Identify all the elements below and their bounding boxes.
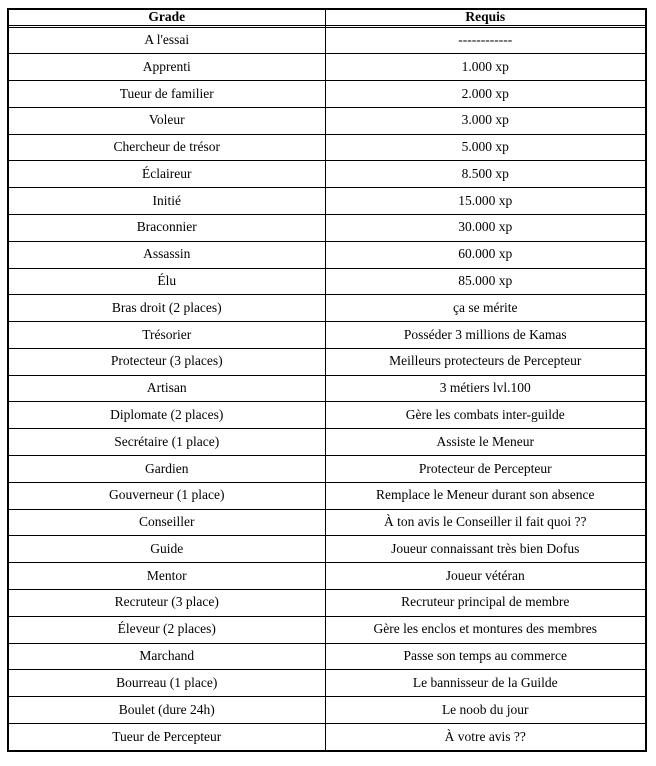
- grade-cell: Éleveur (2 places): [8, 616, 325, 643]
- requis-cell: 85.000 xp: [325, 268, 646, 295]
- grade-cell: Apprenti: [8, 54, 325, 81]
- table-row: [8, 723, 646, 751]
- requis-cell: À ton avis le Conseiller il fait quoi ??: [325, 509, 646, 536]
- table-row: [8, 107, 646, 134]
- requis-cell: 1.000 xp: [325, 54, 646, 81]
- grade-cell: Boulet (dure 24h): [8, 697, 325, 724]
- table-row: [8, 563, 646, 590]
- table-row: [8, 134, 646, 161]
- grade-cell: Artisan: [8, 375, 325, 402]
- grade-cell: Gouverneur (1 place): [8, 482, 325, 509]
- table-row: [8, 322, 646, 349]
- table-row: [8, 348, 646, 375]
- table-row: [8, 54, 646, 81]
- grade-cell: Bras droit (2 places): [8, 295, 325, 322]
- requis-cell: 3.000 xp: [325, 107, 646, 134]
- grade-cell: Secrétaire (1 place): [8, 429, 325, 456]
- grade-cell: Tueur de Percepteur: [8, 723, 325, 751]
- table-row: [8, 81, 646, 108]
- header-row: [8, 9, 646, 25]
- requis-cell: Posséder 3 millions de Kamas: [325, 322, 646, 349]
- requis-cell: À votre avis ??: [325, 723, 646, 751]
- requis-cell: 15.000 xp: [325, 188, 646, 215]
- grade-cell: Bourreau (1 place): [8, 670, 325, 697]
- table-row: [8, 616, 646, 643]
- table-row: [8, 268, 646, 295]
- requis-cell: 3 métiers lvl.100: [325, 375, 646, 402]
- requis-cell: Joueur connaissant très bien Dofus: [325, 536, 646, 563]
- table-row: [8, 697, 646, 724]
- requis-cell: Recruteur principal de membre: [325, 589, 646, 616]
- column-header-requis: Requis: [325, 9, 646, 25]
- grade-cell: Diplomate (2 places): [8, 402, 325, 429]
- requis-cell: 30.000 xp: [325, 215, 646, 242]
- grade-cell: Chercheur de trésor: [8, 134, 325, 161]
- requis-cell: Joueur vétéran: [325, 563, 646, 590]
- table-row: [8, 482, 646, 509]
- requis-cell: ------------: [325, 27, 646, 54]
- grade-cell: Initié: [8, 188, 325, 215]
- grade-cell: Assassin: [8, 241, 325, 268]
- grade-cell: Protecteur (3 places): [8, 348, 325, 375]
- requis-cell: 8.500 xp: [325, 161, 646, 188]
- table-row: [8, 536, 646, 563]
- table-row: [8, 402, 646, 429]
- table-row: [8, 456, 646, 483]
- requis-cell: 2.000 xp: [325, 81, 646, 108]
- grade-cell: A l'essai: [8, 27, 325, 54]
- grade-cell: Éclaireur: [8, 161, 325, 188]
- grade-cell: Mentor: [8, 563, 325, 590]
- requis-cell: 5.000 xp: [325, 134, 646, 161]
- table-row: [8, 670, 646, 697]
- table-row: [8, 27, 646, 54]
- column-header-grade: Grade: [8, 9, 325, 25]
- requis-cell: Meilleurs protecteurs de Percepteur: [325, 348, 646, 375]
- grade-cell: Tueur de familier: [8, 81, 325, 108]
- grades-table: [7, 8, 647, 752]
- grade-cell: Trésorier: [8, 322, 325, 349]
- grade-cell: Gardien: [8, 456, 325, 483]
- table-row: [8, 589, 646, 616]
- requis-cell: Assiste le Meneur: [325, 429, 646, 456]
- requis-cell: Le noob du jour: [325, 697, 646, 724]
- table-row: [8, 161, 646, 188]
- table-row: [8, 188, 646, 215]
- grade-cell: Marchand: [8, 643, 325, 670]
- table-row: [8, 375, 646, 402]
- grade-cell: Conseiller: [8, 509, 325, 536]
- grade-cell: Braconnier: [8, 215, 325, 242]
- grade-cell: Élu: [8, 268, 325, 295]
- table-row: [8, 241, 646, 268]
- requis-cell: 60.000 xp: [325, 241, 646, 268]
- table-row: [8, 509, 646, 536]
- table-row: [8, 215, 646, 242]
- requis-cell: Protecteur de Percepteur: [325, 456, 646, 483]
- requis-cell: Remplace le Meneur durant son absence: [325, 482, 646, 509]
- requis-cell: Gère les enclos et montures des membres: [325, 616, 646, 643]
- requis-cell: Le bannisseur de la Guilde: [325, 670, 646, 697]
- table-row: [8, 643, 646, 670]
- table-row: [8, 295, 646, 322]
- grade-cell: Guide: [8, 536, 325, 563]
- requis-cell: Passe son temps au commerce: [325, 643, 646, 670]
- requis-cell: ça se mérite: [325, 295, 646, 322]
- grade-cell: Recruteur (3 place): [8, 589, 325, 616]
- table-row: [8, 429, 646, 456]
- grade-cell: Voleur: [8, 107, 325, 134]
- requis-cell: Gère les combats inter-guilde: [325, 402, 646, 429]
